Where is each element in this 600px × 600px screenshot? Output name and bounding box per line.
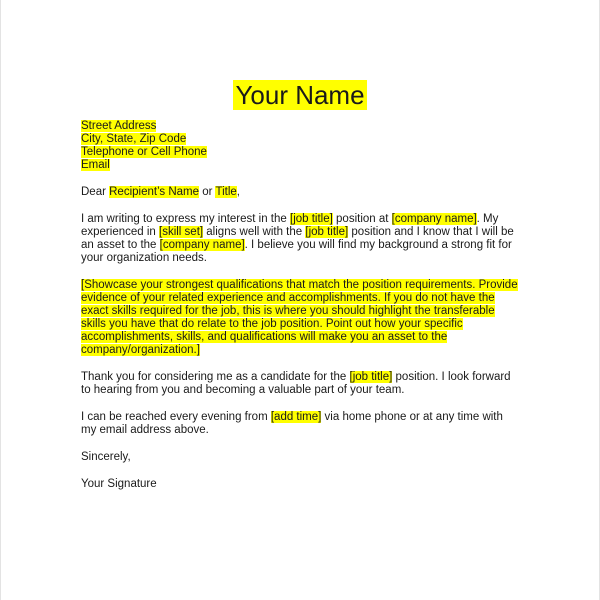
para1-text-3: . My experienced in bbox=[81, 213, 499, 238]
sender-address-block bbox=[81, 120, 521, 172]
paragraph-qualifications bbox=[81, 279, 521, 357]
paragraph-thanks bbox=[81, 371, 521, 397]
address-street: Street Address bbox=[81, 120, 157, 132]
para4-text-1: I can be reached every evening from bbox=[81, 411, 271, 423]
placeholder-job-title-2: [job title] bbox=[305, 226, 349, 238]
signature: Your Signature bbox=[81, 478, 157, 490]
para1-text-6: . I believe you will find my background a strong fit for your organization needs. bbox=[81, 239, 512, 264]
placeholder-add-time: [add time] bbox=[270, 411, 322, 423]
address-city-state-zip: City, State, Zip Code bbox=[81, 133, 187, 145]
salutation-title: Title bbox=[215, 186, 237, 198]
page-title bbox=[1, 80, 599, 110]
salutation-dear: Dear bbox=[81, 186, 110, 198]
paragraph-contact bbox=[81, 411, 521, 437]
letter-body bbox=[81, 120, 521, 505]
paragraph-intro bbox=[81, 213, 521, 265]
para1-text-4: aligns well with the bbox=[203, 226, 306, 238]
para4-text-2: via home phone or at any time with my email address above. bbox=[81, 411, 503, 436]
salutation bbox=[81, 186, 521, 199]
salutation-comma: , bbox=[236, 186, 240, 198]
salutation-or: or bbox=[199, 186, 216, 198]
para3-text-2: position. I look forward to hearing from you and becoming a valuable part of your team. bbox=[81, 371, 511, 396]
para1-text-5: position and I know that I will be an asset to the bbox=[81, 226, 514, 251]
salutation-recipient: Recipient’s Name bbox=[109, 186, 200, 198]
title-highlight: Your Name bbox=[235, 80, 365, 110]
para3-text-1: Thank you for considering me as a candidate for the bbox=[81, 371, 350, 383]
para1-text-1: I am writing to express my interest in the bbox=[81, 213, 290, 225]
closing: Sincerely, bbox=[81, 451, 131, 463]
qualifications-placeholder: [Showcase your strongest qualifications that match the position requirements. Provide evidence of your related experience and accomplishments. If you do not have the exact skills required for the job, this is where you should highlight the transferable skills you have that do relate to the job position. Point out how your specific accomplishments, skills, and qualifications will make you an asset to the company/organization.] bbox=[81, 279, 518, 356]
address-phone: Telephone or Cell Phone bbox=[81, 146, 207, 158]
placeholder-company-name: [company name] bbox=[391, 213, 477, 225]
placeholder-job-title-3: [job title] bbox=[349, 371, 393, 383]
placeholder-skill-set: [skill set] bbox=[159, 226, 204, 238]
address-email: Email bbox=[81, 159, 110, 171]
para1-text-2: position at bbox=[332, 213, 392, 225]
placeholder-company-name-2: [company name] bbox=[159, 239, 245, 251]
placeholder-job-title: [job title] bbox=[290, 213, 333, 225]
